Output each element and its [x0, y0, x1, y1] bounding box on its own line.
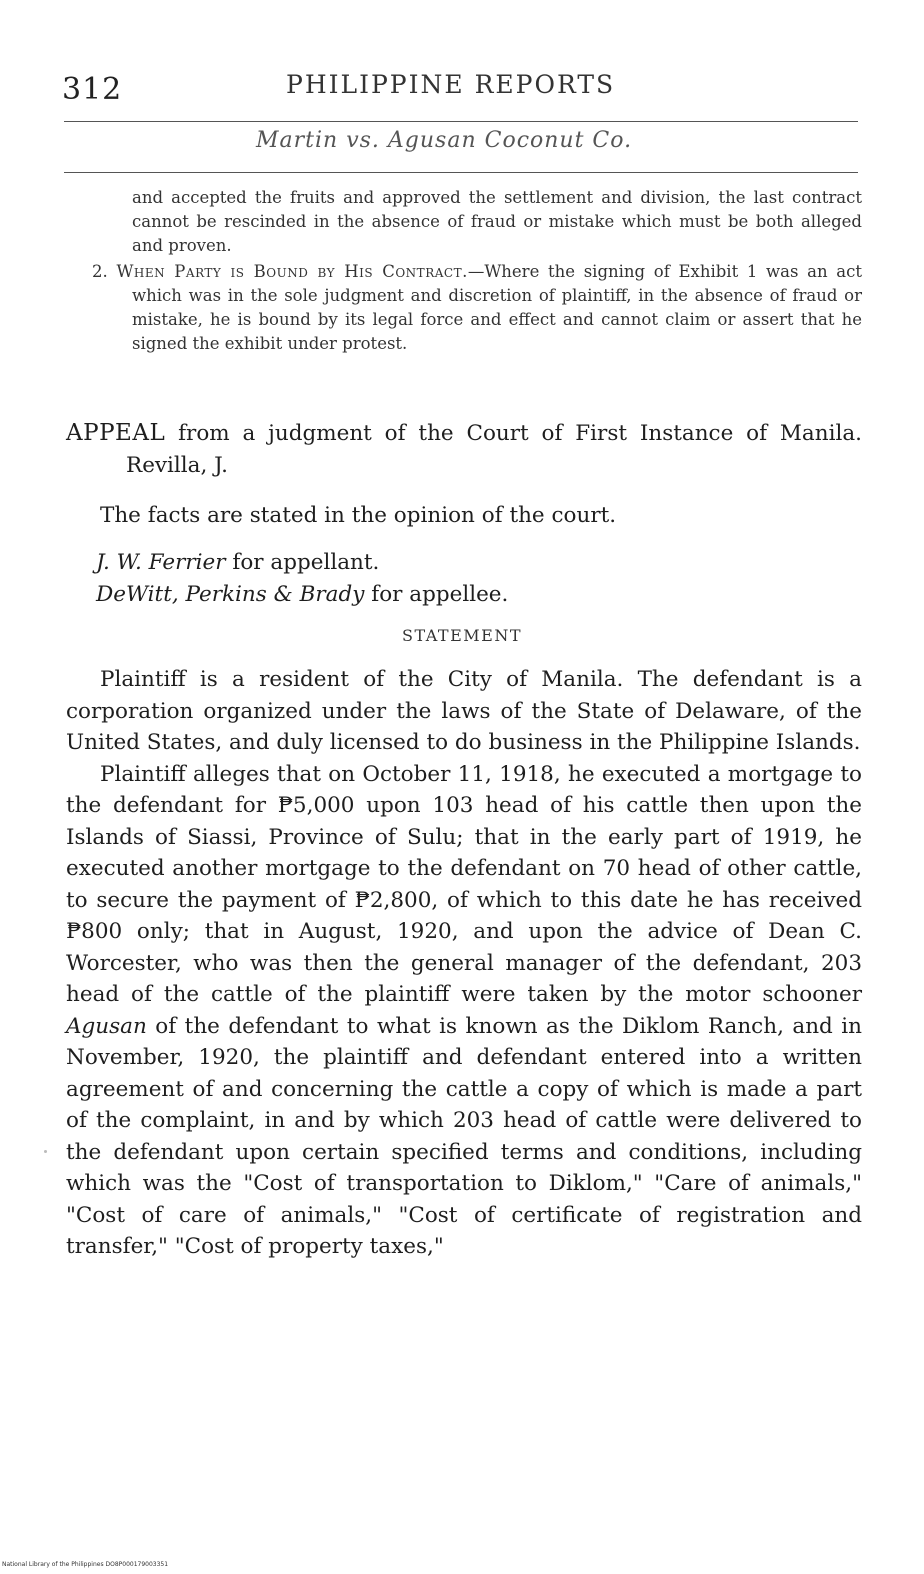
- vessel-name: Agusan: [66, 1013, 147, 1039]
- appellee-counsel-name: DeWitt, Perkins & Brady: [96, 581, 365, 607]
- statement-paragraph-2: [66, 759, 862, 1263]
- paragraph-2-part-b: of the defendant to what is known as the Diklom Ranch, and in November, 1920, the plaintiff and defendant entered into a written agreement of and concerning the cattle a copy of which is made a part of the complaint, in and by which 203 head of cattle were delivered to the defendant upon certain specified terms and conditions, including which was the "Cost of transportation to Diklom," "Care of animals," "Cost of care of animals," "Cost of certificate of registration and transfer," "Cost of property taxes,": [66, 1013, 862, 1259]
- scan-speck: [44, 1150, 47, 1153]
- counsel-appellant: [66, 547, 862, 579]
- facts-note: [66, 500, 862, 532]
- case-title-rule: [64, 172, 858, 173]
- counsel: [66, 547, 862, 610]
- library-stamp: National Library of the Philippines DO8P000179003351: [2, 1561, 169, 1568]
- paragraph-2-part-a: Plaintiff alleges that on October 11, 1918, he executed a mortgage to the defendant for ₱5,000 upon 103 head of his cattle then upon the Islands of Siassi, Province of Sulu; that in the early part of 1919, he executed another mortgage to the defendant on 70 head of other cattle, to secure the payment of ₱2,800, of which to this date he has received ₱800 only; that in August, 1920, and upon the advice of Dean C. Worcester, who was then the general manager of the defendant, 203 head of the cattle of the plaintiff were taken by the motor schooner: [66, 761, 862, 1007]
- syllabus-item-number: 2.: [92, 262, 108, 281]
- counsel-appellee: [66, 579, 862, 611]
- appeal-line: [66, 418, 862, 481]
- page-number: 312: [62, 72, 123, 107]
- appellant-role: for appellant.: [225, 550, 380, 575]
- appellant-counsel-name: J. W. Ferrier: [96, 550, 226, 575]
- statement-paragraph-1: Plaintiff is a resident of the City of Manila. The defendant is a corporation organized under the laws of the State of Delaware, of the United States, and duly licensed to do business in the Philippine Islands.: [66, 667, 862, 755]
- syllabus-item-heading: When Party is Bound by His Contract.: [116, 262, 468, 281]
- statement-body: [66, 664, 862, 1263]
- case-title: Martin vs. Agusan Coconut Co.: [256, 128, 633, 153]
- appeal-lead: APPEAL: [66, 420, 166, 446]
- syllabus-item-text: —Where the signing of Exhibit 1 was an act which was in the sole judgment and discretion of plaintiff, in the absence of fraud or mistake, he is bound by its legal force and effect and cannot claim or assert that he signed the exhibit under protest.: [132, 262, 863, 353]
- appeal-text: from a judgment of the Court of First Instance of Manila. Revilla, J.: [126, 421, 862, 478]
- facts-note-text: The facts are stated in the opinion of the court.: [100, 503, 617, 528]
- syllabus-item-2: [66, 260, 862, 356]
- syllabus-continuation: and accepted the fruits and approved the settlement and division, the last contract cannot be rescinded in the absence of fraud or mistake which must be both alleged and proven.: [132, 188, 862, 255]
- statement-heading: STATEMENT: [401, 626, 523, 645]
- header-rule: [64, 121, 858, 122]
- appellee-role: for appellee.: [364, 581, 509, 607]
- syllabus: [66, 186, 862, 356]
- running-title: PHILIPPINE REPORTS: [286, 70, 616, 99]
